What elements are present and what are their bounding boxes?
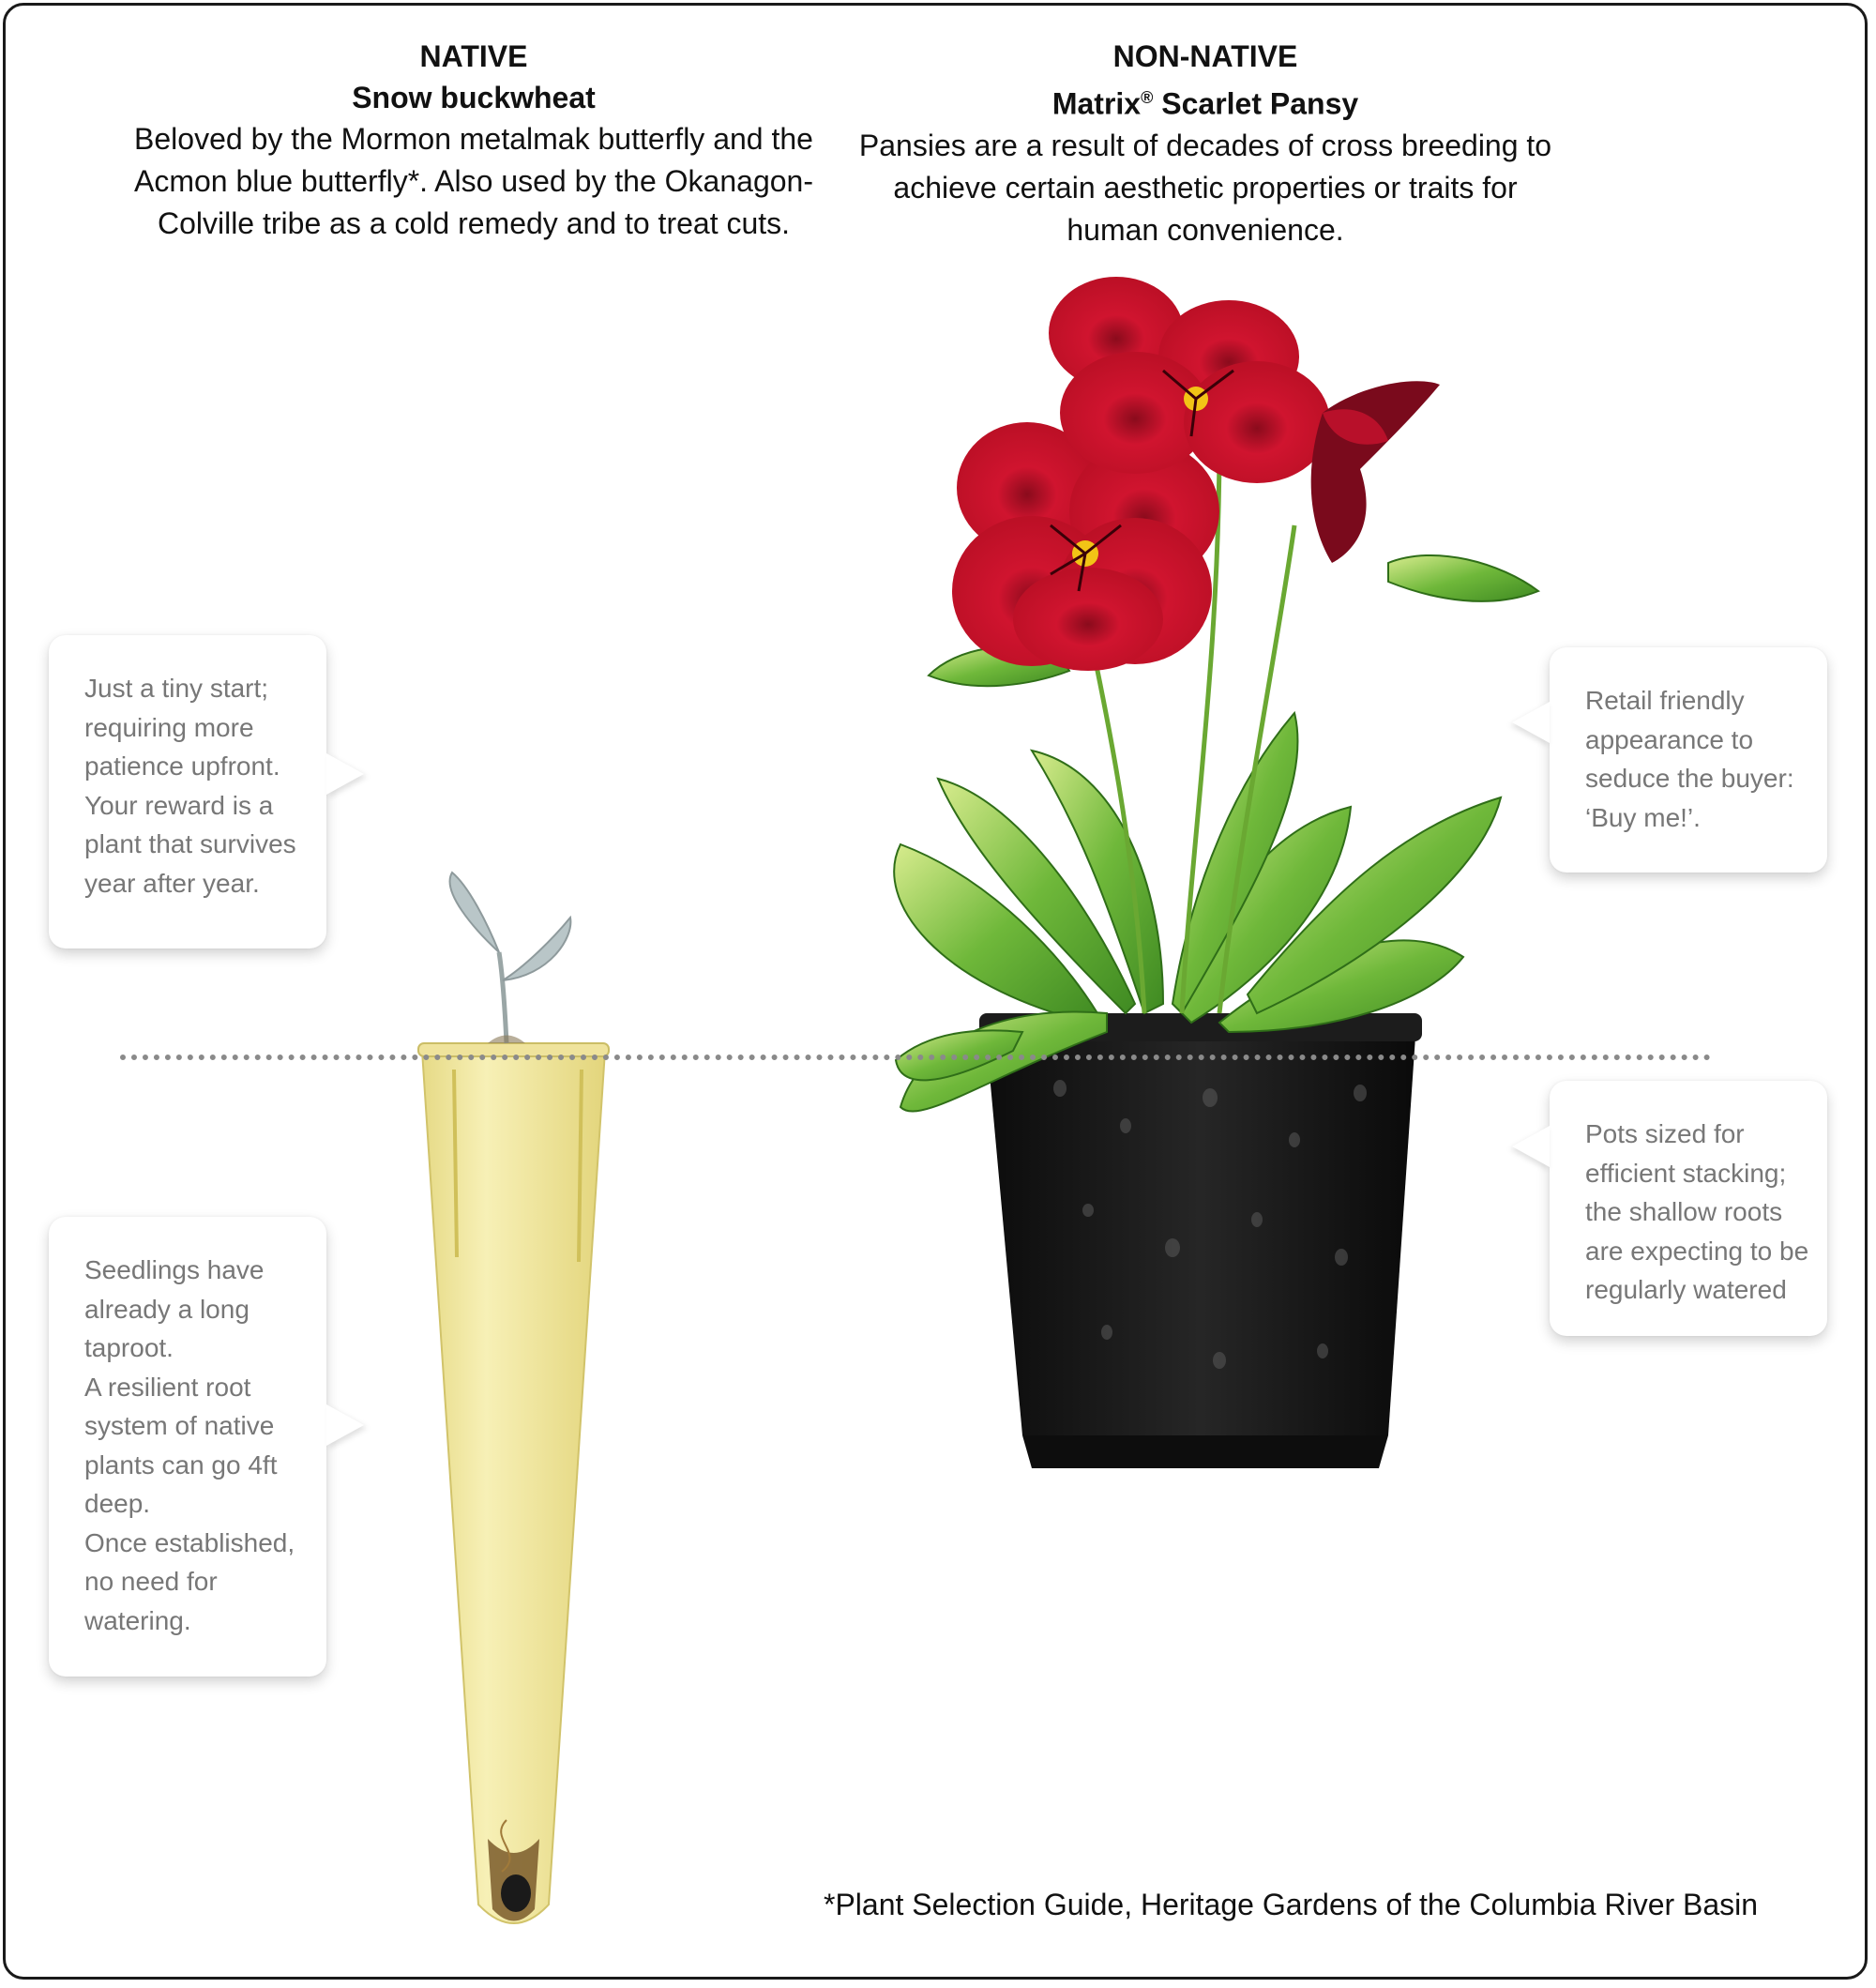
callout-line: watering. (84, 1605, 191, 1635)
callout-line: Just a tiny start; (84, 674, 269, 703)
non-native-name-main: Matrix (1051, 86, 1142, 121)
native-description-line: Beloved by the Mormon metalmak butterfly and the (134, 122, 813, 156)
registered-mark: ® (1141, 88, 1154, 107)
native-tag: NATIVE (419, 39, 528, 73)
native-description-line: Acmon blue butterfly*. Also used by the Okanagon- (134, 164, 813, 198)
callout-line: deep. (84, 1489, 151, 1518)
callout-native-roots (49, 1217, 326, 1677)
callout-line: ‘Buy me!’. (1585, 802, 1701, 832)
callout-line: regularly watered (1585, 1275, 1787, 1304)
callout-line: seduce the buyer: (1585, 764, 1794, 793)
non-native-description-line: Pansies are a result of decades of cross breeding to (858, 128, 1552, 162)
callout-line: requiring more (84, 712, 254, 742)
callout-line: year after year. (84, 868, 260, 898)
callout-pointer (1512, 1126, 1550, 1167)
pansy-pot-illustration (894, 277, 1538, 1468)
callout-line: system of native (84, 1411, 275, 1440)
callout-line: Seedlings have (84, 1255, 265, 1284)
callout-pointer (326, 753, 364, 795)
callout-line: Once established, (84, 1527, 295, 1557)
callout-line: taproot. (84, 1333, 174, 1362)
callout-line: patience upfront. (84, 751, 280, 781)
pansy-flower (1311, 381, 1440, 563)
seedling-tube-illustration (418, 873, 609, 1923)
callout-line: Your reward is a (84, 790, 274, 820)
callout-line: no need for (84, 1567, 218, 1596)
callout-pointer (1512, 702, 1550, 743)
callout-non-native-pot (1550, 1081, 1827, 1336)
non-native-name-rest: Scarlet Pansy (1153, 86, 1359, 121)
non-native-tag: NON-NATIVE (1112, 39, 1298, 73)
callout-line: are expecting to be (1585, 1236, 1809, 1266)
callout-line: Pots sized for (1585, 1119, 1745, 1148)
footnote-source: *Plant Selection Guide, Heritage Gardens of the Columbia River Basin (824, 1888, 1759, 1921)
ground-level-line (120, 1055, 1711, 1060)
callout-line: the shallow roots (1585, 1197, 1783, 1226)
callout-native-start (49, 635, 326, 948)
pansy-flower (1049, 277, 1330, 483)
callout-line: already a long (84, 1294, 250, 1324)
callout-line: Retail friendly (1585, 686, 1745, 715)
callout-non-native-appearance (1550, 647, 1827, 873)
non-native-description-line: human convenience. (1067, 212, 1344, 247)
callout-line: plant that survives (84, 829, 296, 858)
callout-line: A resilient root (84, 1372, 251, 1402)
callout-line: appearance to (1585, 724, 1754, 754)
native-plant-name: Snow buckwheat (352, 81, 596, 114)
callout-line: plants can go 4ft (84, 1449, 278, 1480)
callout-pointer (326, 1404, 364, 1446)
callout-line: efficient stacking; (1585, 1158, 1787, 1188)
non-native-description-line: achieve certain aesthetic properties or traits for (893, 170, 1518, 205)
native-description-line: Colville tribe as a cold remedy and to treat cuts. (157, 206, 791, 240)
